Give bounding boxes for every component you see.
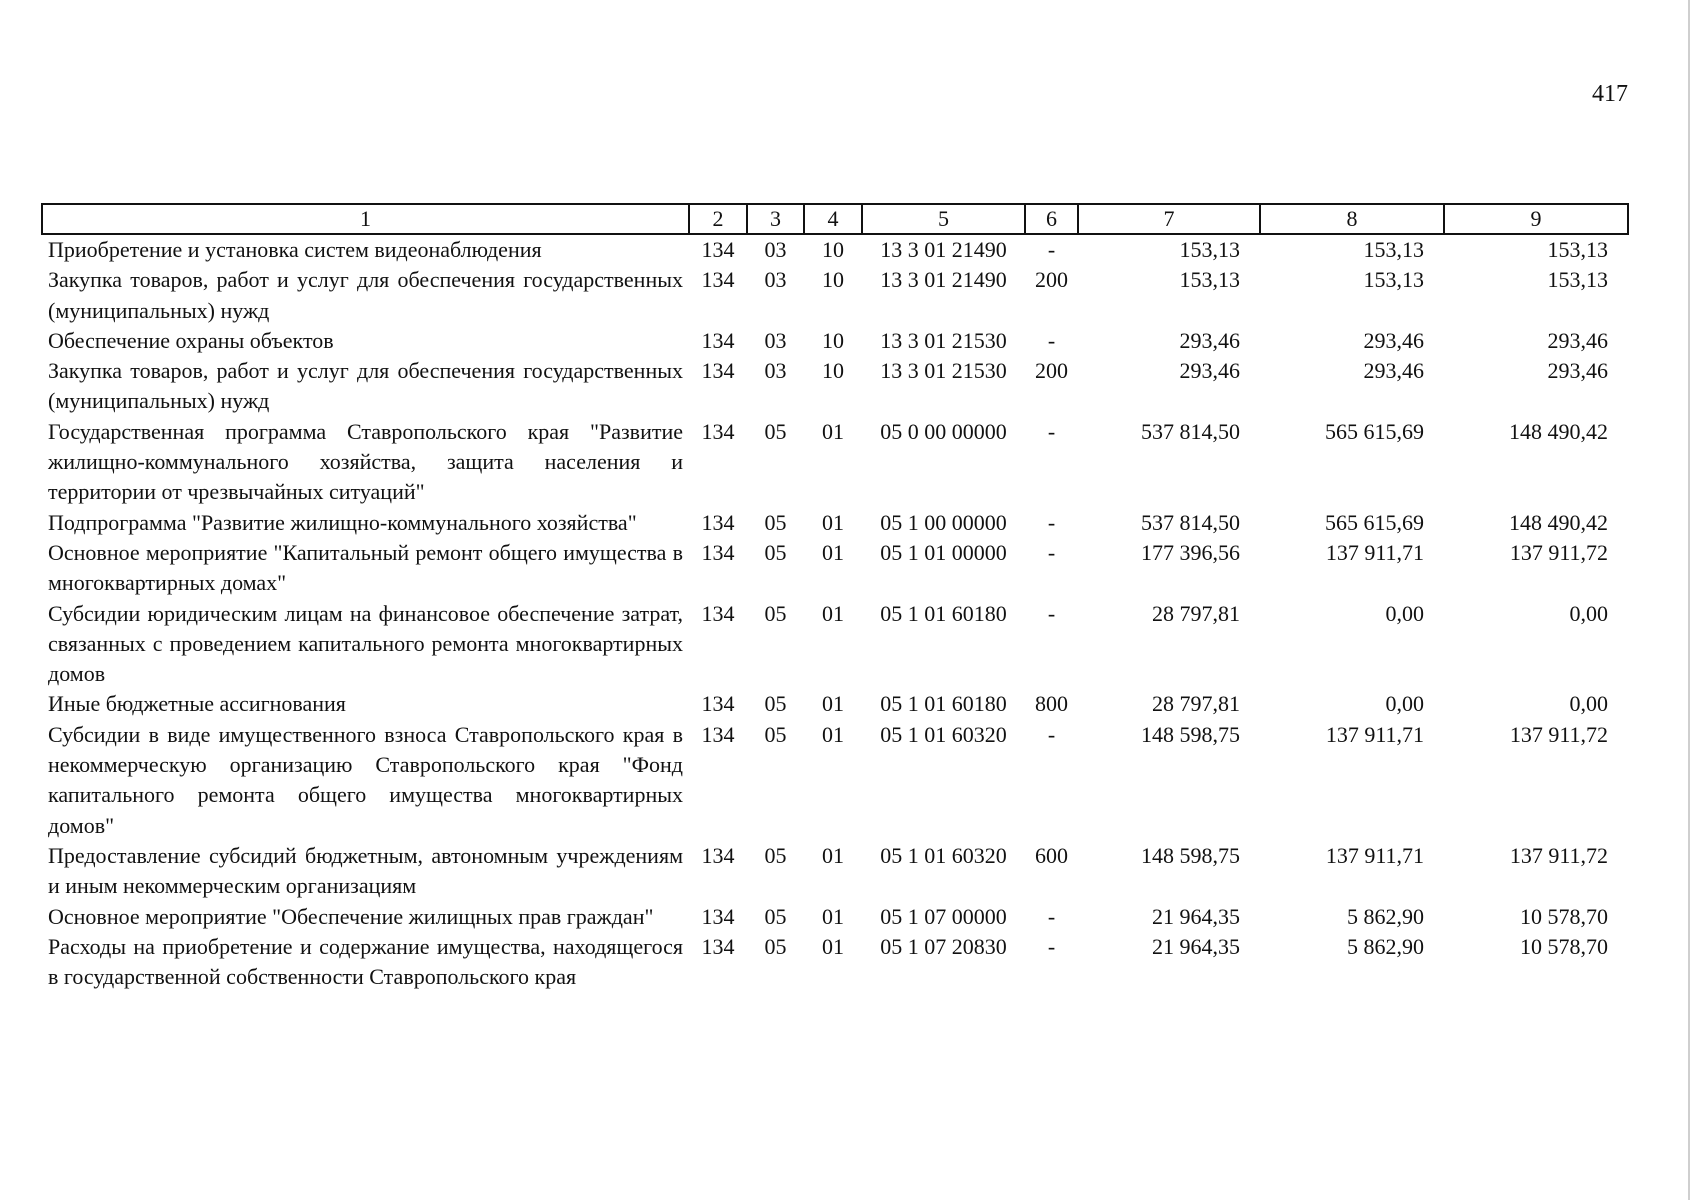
column-header-1: 1 [42,204,689,234]
code-cell: 134 [701,691,735,717]
amount-cell: 293,46 [1363,358,1424,384]
section-cell: 03 [764,267,787,293]
amount-cell: 153,13 [1179,237,1240,262]
code-cell: 134 [701,903,735,929]
subsection-cell: 01 [822,691,844,717]
amount-cell: 293,46 [1547,327,1608,353]
amount-cell: 28 797,81 [1152,691,1240,717]
table-body [42,234,1628,992]
section-cell: 05 [764,418,787,444]
row-name-cell: Основное мероприятие "Капитальный ремонт общего имущества в многоквартирных домах" [48,539,683,596]
target-article-cell: 05 0 00 00000 [880,418,1007,444]
target-article-cell: 13 3 01 21530 [880,358,1007,384]
column-header-6: 6 [1025,204,1078,234]
row-name-cell: Субсидии юридическим лицам на финансовое обеспечение затрат, связанных с проведением капитального ремонта многоквартирных домов [48,600,683,687]
amount-cell: 21 964,35 [1152,933,1240,959]
subsection-cell: 01 [822,933,844,959]
subsection-cell: 01 [822,903,844,929]
column-header-2: 2 [689,204,747,234]
target-article-cell: 05 1 01 60180 [880,600,1007,626]
amount-cell: 293,46 [1547,358,1608,384]
code-cell: 134 [701,842,735,868]
section-cell: 05 [764,721,787,747]
table-row [42,234,1628,265]
header-row [42,204,1628,234]
amount-cell: 10 578,70 [1520,903,1608,929]
expense-type-cell: - [1047,509,1056,535]
expense-type-cell: - [1047,903,1056,929]
table-row [42,932,1628,993]
subsection-cell: 01 [822,509,844,535]
amount-cell: 565 615,69 [1325,418,1424,444]
section-cell: 05 [764,539,787,565]
amount-cell: 137 911,72 [1509,842,1608,868]
subsection-cell: 10 [822,358,844,384]
column-header-4: 4 [804,204,862,234]
section-cell: 05 [764,903,787,929]
budget-table [41,203,1629,992]
column-header-7: 7 [1078,204,1260,234]
target-article-cell: 13 3 01 21490 [880,237,1007,262]
subsection-cell: 01 [822,842,844,868]
section-cell: 03 [764,237,787,262]
table-row [42,508,1628,538]
section-cell: 05 [764,509,787,535]
amount-cell: 137 911,71 [1325,721,1424,747]
amount-cell: 148 598,75 [1141,842,1240,868]
table-row [42,599,1628,690]
row-name-cell: Расходы на приобретение и содержание имущества, находящегося в государственной собственности Ставропольского края [48,933,683,990]
expense-type-cell: - [1047,721,1056,747]
row-name-cell: Приобретение и установка систем видеонаблюдения [48,237,542,262]
code-cell: 134 [701,600,735,626]
subsection-cell: 10 [822,237,844,262]
amount-cell: 565 615,69 [1325,509,1424,535]
column-header-3: 3 [747,204,804,234]
target-article-cell: 05 1 01 60180 [880,691,1007,717]
subsection-cell: 01 [822,721,844,747]
table-row [42,265,1628,326]
code-cell: 134 [701,358,735,384]
code-cell: 134 [701,418,735,444]
expense-type-cell: - [1047,418,1056,444]
column-header-8: 8 [1260,204,1444,234]
amount-cell: 177 396,56 [1141,539,1240,565]
amount-cell: 537 814,50 [1141,418,1240,444]
code-cell: 134 [701,327,735,353]
table-row [42,902,1628,932]
table-header [42,204,1628,234]
table-row [42,538,1628,599]
target-article-cell: 05 1 00 00000 [880,509,1007,535]
row-name-cell: Предоставление субсидий бюджетным, автономным учреждениям и иным некоммерческим организациям [48,842,683,899]
subsection-cell: 01 [822,600,844,626]
code-cell: 134 [701,539,735,565]
amount-cell: 0,00 [1385,691,1424,717]
expense-type-cell: 800 [1035,691,1068,717]
row-name-cell: Государственная программа Ставропольского края "Развитие жилищно-коммунального хозяйства, защита населения и территории от чрезвычайных ситуаций" [48,418,683,505]
expense-type-cell: 200 [1035,358,1068,384]
amount-cell: 153,13 [1547,237,1608,262]
expense-type-cell: 200 [1035,267,1068,293]
amount-cell: 293,46 [1363,327,1424,353]
target-article-cell: 05 1 07 20830 [880,933,1007,959]
subsection-cell: 01 [822,418,844,444]
expense-type-cell: 600 [1035,842,1068,868]
expense-type-cell: - [1047,327,1056,353]
row-name-cell: Субсидии в виде имущественного взноса Ставропольского края в некоммерческую организацию Ставропольского края "Фонд капитального ремонта общего имущества многоквартирных домов" [48,721,683,838]
table-row [42,326,1628,356]
expense-type-cell: - [1047,600,1056,626]
code-cell: 134 [701,721,735,747]
column-header-5: 5 [862,204,1025,234]
amount-cell: 537 814,50 [1141,509,1240,535]
subsection-cell: 01 [822,539,844,565]
row-name-cell: Закупка товаров, работ и услуг для обеспечения государственных (муниципальных) нужд [48,358,683,414]
target-article-cell: 05 1 01 60320 [880,842,1007,868]
amount-cell: 137 911,72 [1509,539,1608,565]
section-cell: 05 [764,933,787,959]
table-row [42,720,1628,841]
table-row [42,841,1628,902]
code-cell: 134 [701,933,735,959]
table-row [42,356,1628,417]
amount-cell: 148 490,42 [1509,418,1608,444]
amount-cell: 28 797,81 [1152,600,1240,626]
amount-cell: 0,00 [1569,691,1608,717]
row-name-cell: Обеспечение охраны объектов [48,327,334,353]
target-article-cell: 05 1 01 00000 [880,539,1007,565]
amount-cell: 153,13 [1547,267,1608,293]
expense-type-cell: - [1047,539,1056,565]
amount-cell: 0,00 [1385,600,1424,626]
code-cell: 134 [701,267,735,293]
page-number: 417 [1592,81,1628,107]
column-header-9: 9 [1444,204,1628,234]
target-article-cell: 05 1 01 60320 [880,721,1007,747]
section-cell: 05 [764,600,787,626]
amount-cell: 293,46 [1179,358,1240,384]
row-name-cell: Закупка товаров, работ и услуг для обеспечения государственных (муниципальных) нужд [48,267,683,323]
amount-cell: 21 964,35 [1152,903,1240,929]
amount-cell: 293,46 [1179,327,1240,353]
amount-cell: 137 911,71 [1325,539,1424,565]
target-article-cell: 13 3 01 21530 [880,327,1007,353]
expense-type-cell: - [1047,237,1056,262]
amount-cell: 5 862,90 [1347,933,1424,959]
amount-cell: 153,13 [1363,237,1424,262]
subsection-cell: 10 [822,267,844,293]
page-edge-line [1688,0,1690,1200]
code-cell: 134 [701,509,735,535]
amount-cell: 153,13 [1363,267,1424,293]
target-article-cell: 05 1 07 00000 [880,903,1007,929]
section-cell: 05 [764,691,787,717]
amount-cell: 148 490,42 [1509,509,1608,535]
amount-cell: 153,13 [1179,267,1240,293]
amount-cell: 10 578,70 [1520,933,1608,959]
subsection-cell: 10 [822,327,844,353]
section-cell: 05 [764,842,787,868]
table-row [42,689,1628,719]
amount-cell: 137 911,71 [1325,842,1424,868]
row-name-cell: Подпрограмма "Развитие жилищно-коммунального хозяйства" [48,509,637,535]
section-cell: 03 [764,327,787,353]
amount-cell: 137 911,72 [1509,721,1608,747]
table-row [42,417,1628,508]
section-cell: 03 [764,358,787,384]
amount-cell: 148 598,75 [1141,721,1240,747]
target-article-cell: 13 3 01 21490 [880,267,1007,293]
row-name-cell: Иные бюджетные ассигнования [48,691,346,717]
amount-cell: 5 862,90 [1347,903,1424,929]
expense-type-cell: - [1047,933,1056,959]
row-name-cell: Основное мероприятие "Обеспечение жилищных прав граждан" [48,903,654,929]
amount-cell: 0,00 [1569,600,1608,626]
code-cell: 134 [701,237,735,262]
